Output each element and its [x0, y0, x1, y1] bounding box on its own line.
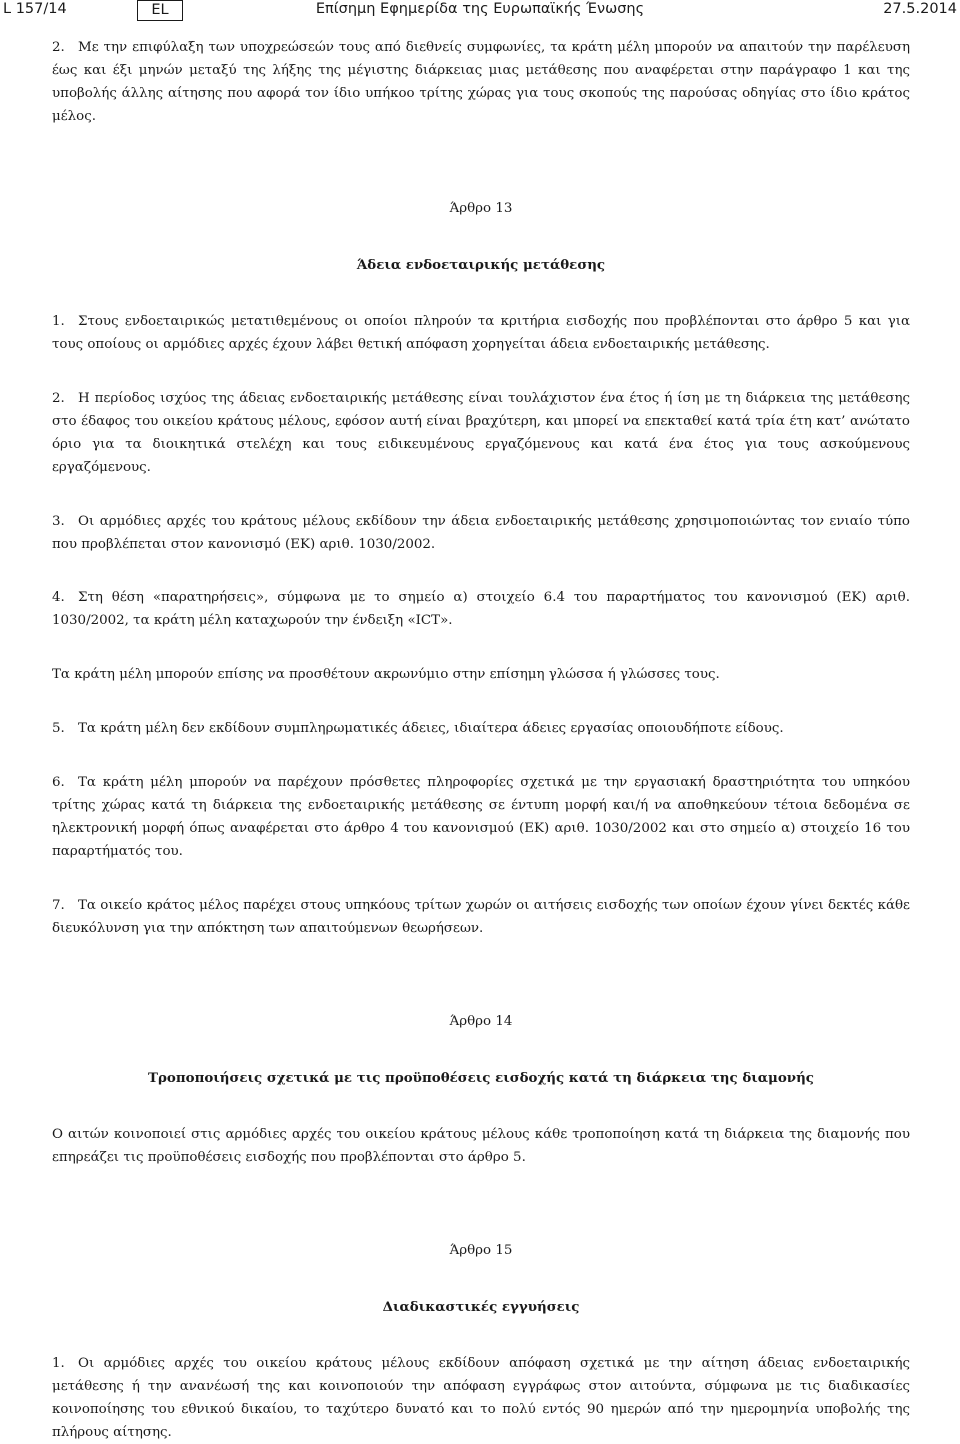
article-14-title: Τροποποιήσεις σχετικά με τις προϋποθέσεις εισδοχής κατά τη διάρκεια της διαμονής [148, 1070, 814, 1086]
article-14-number: Άρθρο 14 [449, 1014, 513, 1029]
paragraph-text: Η περίοδος ισχύος της άδειας ενδοεταιρικής μετάθεσης είναι τουλάχιστον ένα έτος ή ίση με τη διάρκεια της μετάθεσης στο έδαφος του οικείου κράτους μέλους, εφόσον αυτή είναι βραχύτερη, και μπορεί να επεκταθεί κατά τρία έτη κατ’ ανώτατο όριο για τα διοικητικά στελέχη και τους ειδικευμένους εργαζόμενους και κατά ένα έτος για τους ασκούμενους εργαζόμενους. [52, 391, 910, 475]
article-15-number: Άρθρο 15 [449, 1243, 513, 1258]
article-13-paragraph-2 [52, 387, 910, 479]
article-13-number: Άρθρο 13 [449, 201, 513, 216]
document-body [52, 36, 910, 1444]
page-reference: L 157/14 [3, 1, 67, 17]
paragraph-text: Στη θέση «παρατηρήσεις», σύμφωνα με το σημείο α) στοιχείο 6.4 του παραρτήματος του κανονισμού (ΕΚ) αριθ. 1030/2002, τα κράτη μέλη καταχωρούν την ένδειξη «ICT». [52, 590, 910, 628]
paragraph-number: 1. [52, 1356, 65, 1371]
article-15-title: Διαδικαστικές εγγυήσεις [382, 1299, 580, 1315]
paragraph-text: Ο αιτών κοινοποιεί στις αρμόδιες αρχές του οικείου κράτους μέλους κάθε τροποποίηση κατά τη διάρκεια της διαμονής που επηρεάζει τις προϋποθέσεις εισδοχής που προβλέπονται στο άρθρο 5. [52, 1127, 910, 1165]
article-13-title: Άδεια ενδοεταιρικής μετάθεσης [356, 257, 606, 273]
paragraph-text: Τα κράτη μέλη δεν εκδίδουν συμπληρωματικές άδειες, ιδιαίτερα άδειες εργασίας οποιουδήποτε είδους. [78, 721, 784, 736]
article-13-paragraph-7 [52, 894, 910, 940]
article-13-paragraph-4 [52, 586, 910, 632]
paragraph-number: 6. [52, 775, 65, 790]
article-15-paragraph-1 [52, 1352, 910, 1444]
article-13-paragraph-5 [52, 717, 910, 740]
article-13-paragraph-4-sub [52, 663, 910, 686]
paragraph-text: Οι αρμόδιες αρχές του οικείου κράτους μέλους εκδίδουν απόφαση σχετικά με την αίτηση άδειας ενδοεταιρικής μετάθεσης ή την ανανέωσή της και κοινοποιούν την απόφαση εγγράφως στον αιτούντα, σύμφωνα με τις διαδικασίες κοινοποίησης του εθνικού δικαίου, το ταχύτερο δυνατό και το πολύ εντός 90 ημερών από την ημερομηνία υποβολής της πλήρους αίτησης. [52, 1356, 910, 1440]
paragraph-number: 5. [52, 721, 65, 736]
paragraph-text: Τα κράτη μέλη μπορούν να παρέχουν πρόσθετες πληροφορίες σχετικά με την εργασιακή δραστηριότητα του υπηκόου τρίτης χώρας κατά τη διάρκεια της ενδοεταιρικής μετάθεσης σε έντυπη μορφή και/ή να αποθηκεύουν τέτοια δεδομένα σε ηλεκτρονική μορφή όπως αναφέρεται στο άρθρο 4 του κανονισμού (ΕΚ) αριθ. 1030/2002 και στο σημείο α) στοιχείο 16 του παραρτήματός του. [52, 775, 910, 859]
paragraph-text: Τα οικείο κράτος μέλος παρέχει στους υπηκόους τρίτων χωρών οι αιτήσεις εισδοχής των οποίων έχουν γίνει δεκτές κάθε διευκόλυνση για την απόκτηση των απαιτούμενων θεωρήσεων. [52, 898, 910, 936]
article-13-paragraph-1 [52, 310, 910, 356]
paragraph-text: Τα κράτη μέλη μπορούν επίσης να προσθέτουν ακρωνύμιο στην επίσημη γλώσσα ή γλώσσες τους. [52, 667, 720, 682]
paragraph-number: 2. [52, 391, 65, 406]
page-header [0, 0, 960, 24]
language-badge: EL [137, 0, 183, 21]
article-13-paragraph-3 [52, 510, 910, 556]
publication-date: 27.5.2014 [883, 1, 957, 17]
paragraph-text: Οι αρμόδιες αρχές του κράτους μέλους εκδίδουν την άδεια ενδοεταιρικής μετάθεσης χρησιμοποιώντας τον ενιαίο τύπο που προβλέπεται στον κανονισμό (ΕΚ) αριθ. 1030/2002. [52, 514, 910, 552]
paragraph-number: 7. [52, 898, 65, 913]
paragraph-number: 1. [52, 314, 65, 329]
journal-title: Επίσημη Εφημερίδα της Ευρωπαϊκής Ένωσης [315, 1, 645, 17]
paragraph-number: 2. [52, 40, 65, 55]
paragraph-intro-2 [52, 36, 910, 128]
paragraph-number: 4. [52, 590, 65, 605]
paragraph-text: Στους ενδοεταιρικώς μετατιθεμένους οι οποίοι πληρούν τα κριτήρια εισδοχής που προβλέπονται στο άρθρο 5 και για τους οποίους οι αρμόδιες αρχές έχουν λάβει θετική απόφαση χορηγείται άδεια ενδοεταιρικής μετάθεσης. [52, 314, 910, 352]
article-13-paragraph-6 [52, 771, 910, 863]
paragraph-text: Με την επιφύλαξη των υποχρεώσεών τους από διεθνείς συμφωνίες, τα κράτη μέλη μπορούν να απαιτούν την παρέλευση έως και έξι μηνών μεταξύ της λήξης της μέγιστης διάρκειας μιας μετάθεσης που αναφέρεται στην παράγραφο 1 και της υποβολής άλλης αίτησης που αφορά τον ίδιο υπήκοο τρίτης χώρας για τους σκοπούς της παρούσας οδηγίας στο ίδιο κράτος μέλος. [52, 40, 910, 124]
article-14-paragraph [52, 1123, 910, 1169]
paragraph-number: 3. [52, 514, 65, 529]
